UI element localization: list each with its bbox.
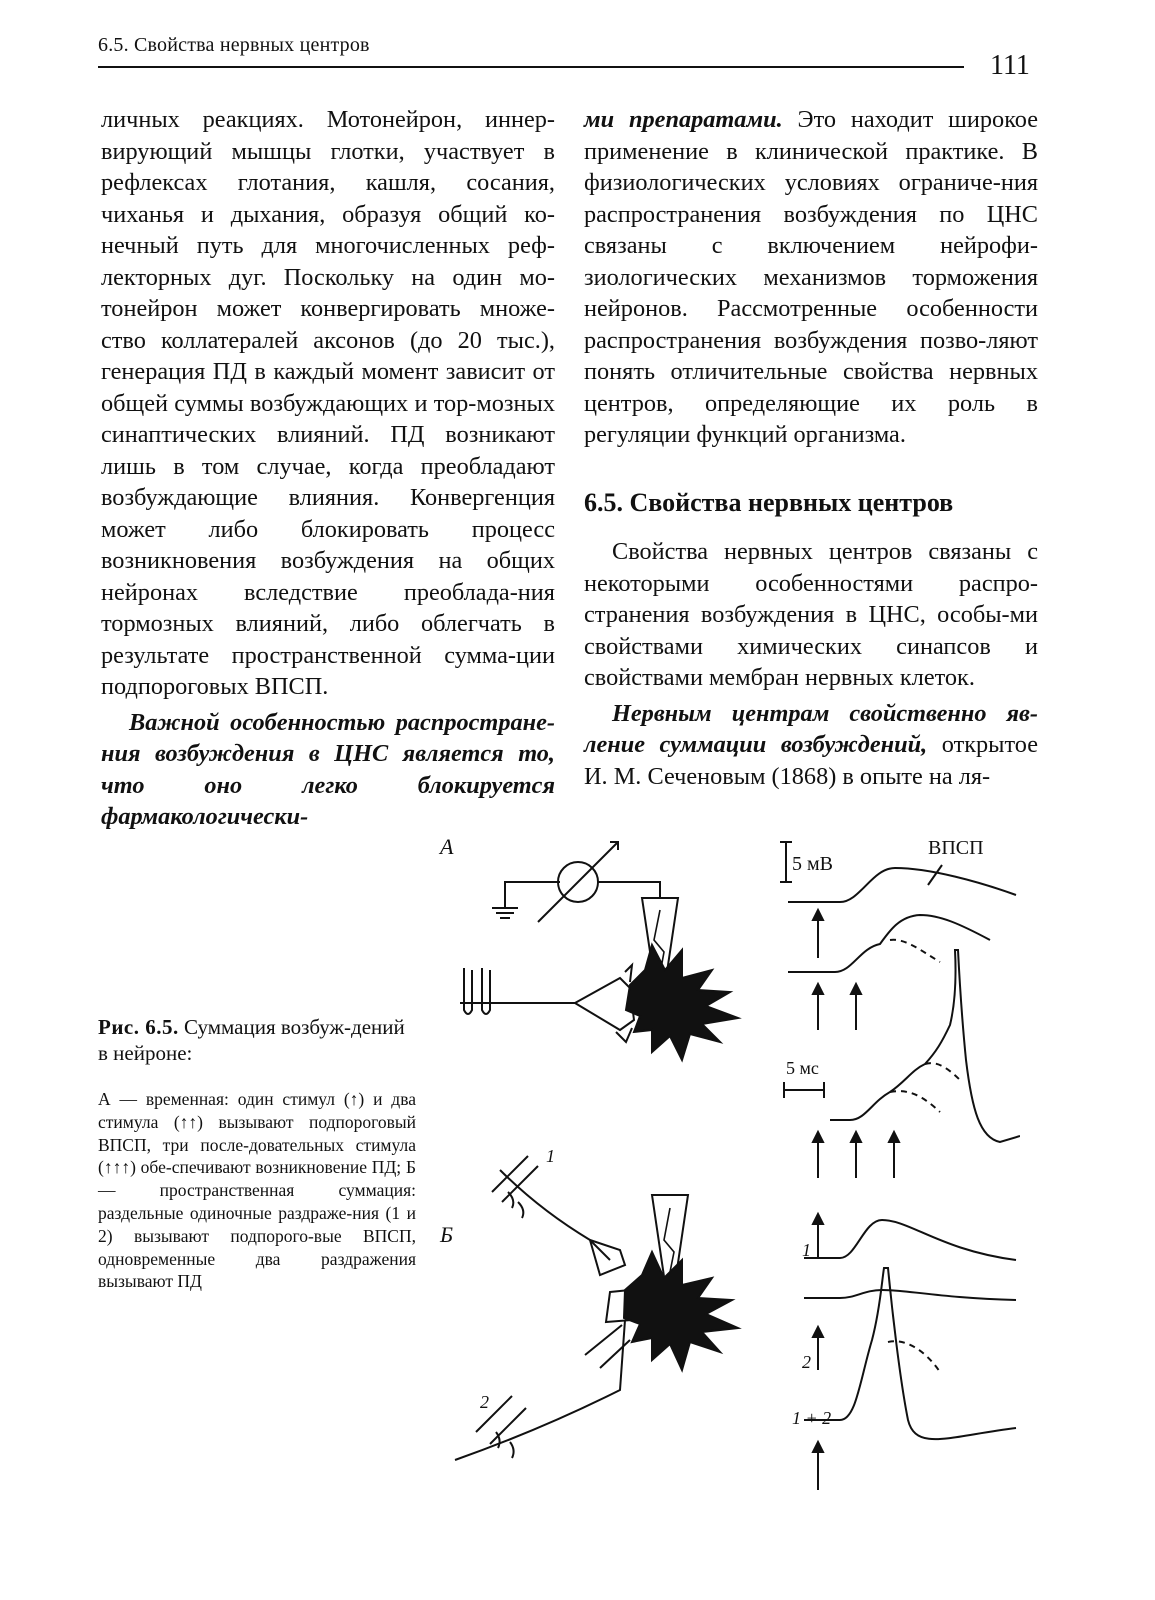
trace-b12: [804, 1268, 1016, 1439]
trace-1-label: 1: [802, 1240, 811, 1260]
right-p1-text: Это находит широкое применение в клинической практике. В физиологических условиях ограниче-ния распространения возбуждения по ЦНС связаны с включением нейрофи-зиологических механизмов торможения нейронов. Рассмотренные особенности распространения возбуждения позво-ляют понять отличительные свойства нервных центров, определяющие их роль в регуляции функций организма.: [584, 106, 1038, 448]
trace-2-label: 2: [802, 1352, 811, 1372]
stimulus-arrows-a: [813, 910, 899, 1178]
input-2-label: 2: [480, 1392, 489, 1412]
left-paragraph-2: Важной особенностью распростране-ния возбуждения в ЦНС является то, что оно легко блокируется фармакологически-: [101, 708, 555, 830]
running-head: 6.5. Свойства нервных центров: [98, 34, 370, 56]
figure-caption: [98, 1014, 416, 1293]
left-paragraph-1: личных реакциях. Мотонейрон, иннер-вирующий мышцы глотки, участвует в рефлексах глотания, кашля, сосания, чиханья и дыхания, образуя общий ко-нечный путь для многочисленных реф-лекторных дуг. Поскольку на один мо-тонейрон может конвергировать множе-ство коллатералей аксонов (до 20 тыс.), генерация ПД в каждый момент зависит от общей суммы возбуждающих и тор-мозных синаптических влияний. ПД возникают лишь в том случае, когда преобладают возбуждающие влияния. Конвергенция может либо блокировать процесс возникновения возбуждения на общих нейронах вследствие преоблада-ния тормозных влияний, либо облегчать в результате пространственной сумма-ции подпороговых ВПСП.: [101, 106, 555, 700]
voltage-scale-bar: [780, 842, 792, 882]
caption-figure-title: Суммация возбуж-дений в нейроне:: [98, 1015, 405, 1065]
time-scale-label: 5 мс: [786, 1058, 819, 1078]
caption-figure-number: Рис. 6.5.: [98, 1015, 179, 1039]
caption-title: [98, 1014, 416, 1066]
trace-a3: [830, 950, 1020, 1142]
panel-b-label: Б: [440, 1222, 453, 1247]
header-rule: [98, 66, 964, 68]
figure-summation: [420, 820, 1020, 1520]
right-paragraph-3: [584, 698, 1038, 793]
right-p3-emphasis: Нервным центрам свойственно яв-ление суммации возбуждений,: [584, 699, 1038, 758]
neuron-a-icon: [626, 945, 738, 1060]
right-p3-text: открытое И. М. Сеченовым (1868) в опыте на ля-: [584, 731, 1038, 790]
voltage-scale-label: 5 мВ: [792, 853, 833, 875]
panel-a-label: А: [440, 834, 454, 859]
caption-body: А — временная: один стимул (↑) и два стимула (↑↑) вызывают подпороговый ВПСП, три после-довательных стимула (↑↑↑) обе-спечивают возникновение ПД; Б — пространственная суммация: раздельные одиночные раздраже-ния (1 и 2) вызывают подпорого-вые ВПСП, одновременные два раздражения вызывают ПД: [98, 1089, 416, 1292]
section-title: 6.5. Свойства нервных центров: [584, 487, 954, 517]
right-p1-emphasis: ми препаратами.: [584, 106, 783, 133]
trace-b2: [804, 1290, 1016, 1300]
stimulus-arrows-b: [813, 1214, 823, 1490]
neuron-b-icon: [624, 1252, 738, 1370]
figure-svg: [420, 820, 1020, 1520]
epsp-label: ВПСП: [928, 837, 984, 859]
right-column: [584, 104, 1038, 792]
trace-12-label: 1 + 2: [792, 1408, 832, 1428]
right-paragraph-2: Свойства нервных центров связаны с некоторыми особенностями распро-странения возбуждения в ЦНС, особы-ми свойствами химических синапсов и свойствами мембран нервных клеток.: [584, 538, 1038, 691]
page-number: 111: [990, 50, 1030, 81]
right-paragraph-1: [584, 104, 1038, 451]
left-column: [101, 104, 555, 833]
time-scale-bar: [784, 1082, 824, 1098]
input-1-label: 1: [546, 1146, 555, 1166]
trace-b1: [804, 1220, 1016, 1260]
